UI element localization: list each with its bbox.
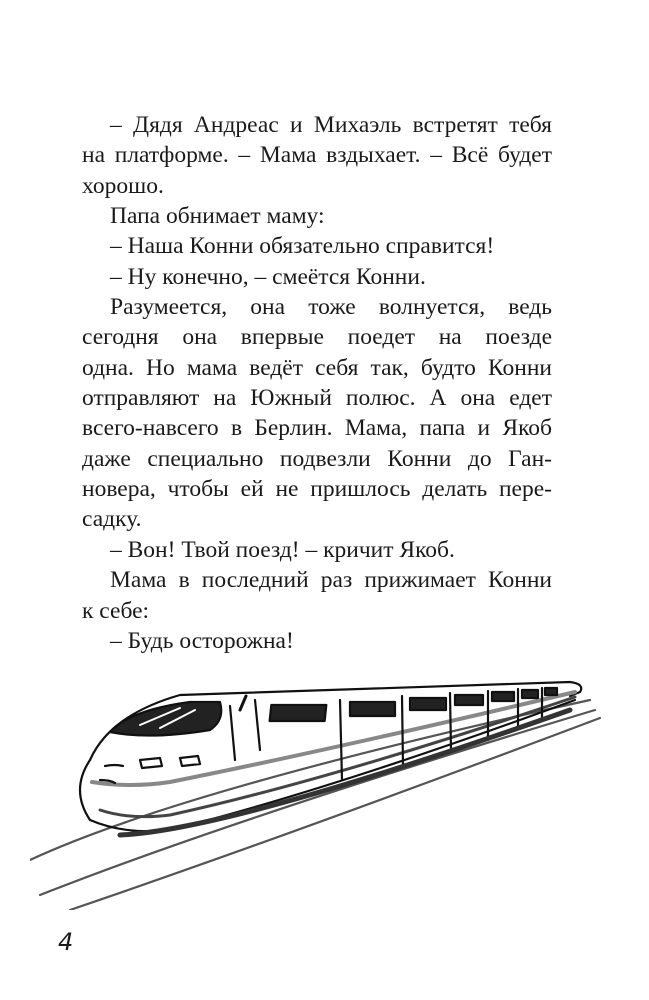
text-line: – Дядя Андреас и Михаэль встретят тебя: [110, 112, 552, 138]
text-line: хорошо.: [82, 172, 164, 199]
train-illustration: [30, 670, 610, 910]
text-line: к себе:: [82, 597, 150, 624]
page-number: 4: [58, 928, 74, 956]
text-line: – Вон! Твой поезд! – кричит Якоб.: [110, 536, 455, 563]
text-line: – Наша Конни обязательно справится!: [110, 233, 495, 260]
text-line: одна. Но мама ведёт себя так, будто Конни: [82, 354, 552, 381]
text-line: садку.: [82, 506, 142, 533]
body-text: [82, 110, 552, 656]
text-line: всего-навсего в Берлин. Мама, папа и Якоб: [82, 415, 552, 442]
text-line: новера, чтобы ей не пришлось делать пере-: [82, 476, 552, 503]
text-line: Папа обнимает маму:: [110, 203, 325, 230]
text-line: отправляют на Южный полюс. А она едет: [82, 385, 552, 412]
text-line: Разумеется, она тоже волнуется, ведь: [110, 294, 552, 321]
text-line: на платформе. – Мама вздыхает. – Всё будет: [82, 142, 552, 169]
text-line: – Ну конечно, – смеётся Конни.: [110, 263, 426, 290]
text-line: даже специально подвезли Конни до Ган-: [82, 445, 552, 472]
text-line: – Будь осторожна!: [110, 627, 294, 654]
text-line: сегодня она впервые поедет на поезде: [82, 324, 552, 351]
text-line: Мама в последний раз прижимает Конни: [110, 567, 552, 594]
